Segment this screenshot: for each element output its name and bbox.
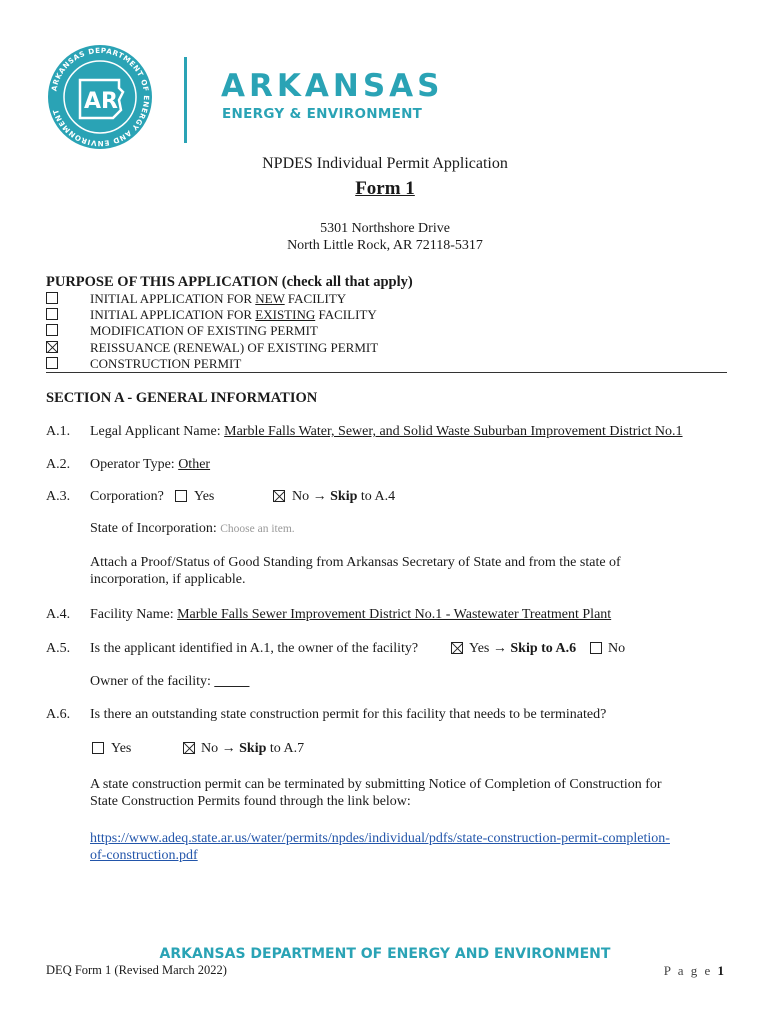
purpose-divider	[46, 372, 727, 373]
a5-yes-label: Yes	[469, 641, 490, 656]
a1-row	[90, 424, 683, 440]
arrow-icon: →	[312, 489, 327, 504]
a3-skip-target: to A.4	[357, 489, 396, 504]
page-label: P a g e	[663, 963, 713, 978]
a6-no-row	[201, 741, 304, 757]
a6-skip-label: Skip	[239, 741, 267, 756]
a6-yes-checkbox[interactable]	[92, 742, 104, 754]
a3-no-row	[292, 489, 395, 505]
a6-skip-target: to A.7	[266, 741, 305, 756]
owner-field[interactable]: _____	[214, 674, 250, 689]
department-seal-logo	[47, 44, 153, 150]
a4-row	[90, 607, 611, 623]
a3-no-label: No	[292, 489, 310, 504]
a3-yes-label: Yes	[194, 489, 215, 504]
a5-question: Is the applicant identified in A.1, the owner of the facility?	[90, 641, 419, 656]
purpose-checkbox[interactable]	[46, 292, 58, 304]
page-number: 1	[717, 963, 724, 978]
a1-number: A.1.	[46, 424, 71, 439]
purpose-checkbox[interactable]	[46, 324, 58, 336]
construction-permit-link-line-2[interactable]: of-construction.pdf	[90, 848, 198, 863]
purpose-option-text: CONSTRUCTION PERMIT	[90, 356, 242, 371]
a6-yes-label: Yes	[111, 741, 132, 756]
a5-yes-checkbox[interactable]	[451, 642, 463, 654]
a2-label: Operator Type:	[90, 457, 179, 472]
a3-no-checkbox[interactable]	[273, 490, 285, 502]
a3-number: A.3.	[46, 489, 71, 504]
a4-label: Facility Name:	[90, 607, 178, 622]
purpose-option-label	[90, 307, 377, 323]
a5-number: A.5.	[46, 641, 71, 656]
construction-note-line-2: State Construction Permits found through the link below:	[90, 794, 411, 809]
operator-type-field[interactable]: Other	[178, 457, 211, 472]
a3-skip-label: Skip	[330, 489, 358, 504]
purpose-checkbox[interactable]	[46, 341, 58, 353]
document-title: NPDES Individual Permit Application	[262, 155, 508, 172]
arrow-icon: →	[492, 641, 507, 656]
a5-no-checkbox[interactable]	[590, 642, 602, 654]
purpose-option-label	[90, 340, 378, 356]
section-a-heading: SECTION A - GENERAL INFORMATION	[46, 390, 318, 406]
a3-label: Corporation?	[90, 489, 164, 504]
state-incorporation-label: State of Incorporation:	[90, 521, 221, 536]
purpose-option-text: INITIAL APPLICATION FOR	[90, 291, 256, 306]
a5-skip-label: Skip	[510, 641, 538, 656]
footer-brand: ARKANSAS DEPARTMENT OF ENERGY AND ENVIRONMENT	[159, 946, 611, 962]
arrow-icon: →	[221, 741, 236, 756]
address-line-1: 5301 Northshore Drive	[320, 221, 450, 236]
purpose-checkbox[interactable]	[46, 357, 58, 369]
a2-number: A.2.	[46, 457, 71, 472]
attach-proof-line-2: incorporation, if applicable.	[90, 572, 246, 587]
purpose-option-text: INITIAL APPLICATION FOR	[90, 307, 256, 322]
owner-label: Owner of the facility:	[90, 674, 215, 689]
purpose-option-text: REISSUANCE (RENEWAL) OF EXISTING PERMIT	[90, 340, 379, 355]
construction-note-line-1: A state construction permit can be terminated by submitting Notice of Completion of Construction for	[90, 777, 662, 792]
footer-page-number	[664, 963, 724, 979]
purpose-option-label	[90, 356, 241, 372]
a1-label: Legal Applicant Name:	[90, 424, 225, 439]
purpose-option-label	[90, 291, 346, 307]
purpose-checkbox[interactable]	[46, 308, 58, 320]
brand-subtitle: ENERGY & ENVIRONMENT	[222, 106, 423, 122]
a6-question: Is there an outstanding state construction permit for this facility that needs to be terminated?	[90, 707, 607, 722]
a3-yes-checkbox[interactable]	[175, 490, 187, 502]
purpose-option-suffix: FACILITY	[284, 291, 347, 306]
owner-row	[90, 674, 249, 690]
a5-skip-target: to A.6	[537, 641, 577, 656]
purpose-option-emphasis: NEW	[255, 291, 285, 306]
state-incorporation-select[interactable]: Choose an item.	[220, 523, 295, 535]
footer-form-revision: DEQ Form 1 (Revised March 2022)	[46, 963, 227, 977]
form-title: Form 1	[355, 178, 415, 199]
a4-number: A.4.	[46, 607, 71, 622]
brand-name: ARKANSAS	[221, 68, 444, 104]
construction-permit-link-line-1[interactable]: https://www.adeq.state.ar.us/water/permits/npdes/individual/pdfs/state-construction-permit-completion-	[90, 831, 670, 846]
legal-applicant-name-field[interactable]: Marble Falls Water, Sewer, and Solid Waste Suburban Improvement District No.1	[224, 424, 683, 439]
purpose-option-text: MODIFICATION OF EXISTING PERMIT	[90, 323, 318, 338]
purpose-option-emphasis: EXISTING	[255, 307, 316, 322]
a5-no-label: No	[608, 641, 626, 656]
a6-no-label: No	[201, 741, 219, 756]
purpose-option-suffix: FACILITY	[315, 307, 377, 322]
purpose-heading: PURPOSE OF THIS APPLICATION (check all that apply)	[46, 274, 413, 290]
header-divider	[184, 57, 187, 143]
state-incorporation-row	[90, 521, 295, 537]
facility-name-field[interactable]: Marble Falls Sewer Improvement District No.1 - Wastewater Treatment Plant	[177, 607, 612, 622]
purpose-option-label	[90, 323, 318, 339]
seal-mark-text: AR	[84, 89, 118, 114]
address-line-2: North Little Rock, AR 72118-5317	[287, 238, 483, 253]
a2-row	[90, 457, 210, 473]
seal-ring-text: ARKANSAS DEPARTMENT OF ENERGY AND ENVIRONMENT	[49, 45, 152, 149]
a6-number: A.6.	[46, 707, 71, 722]
a6-no-checkbox[interactable]	[183, 742, 195, 754]
a5-yes-row	[469, 641, 576, 657]
attach-proof-line-1: Attach a Proof/Status of Good Standing from Arkansas Secretary of State and from the state of	[90, 555, 621, 570]
